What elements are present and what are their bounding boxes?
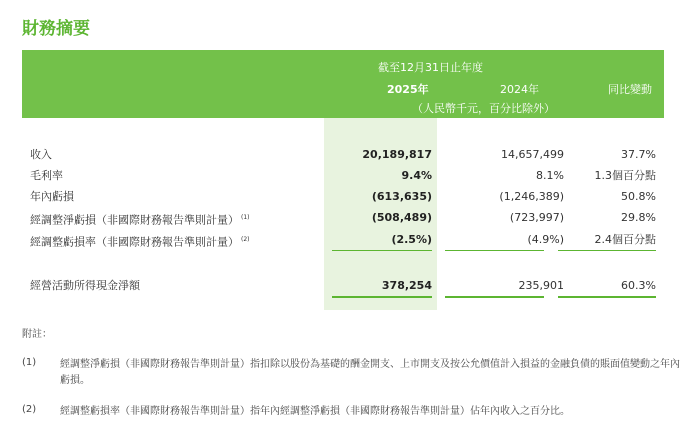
row-label: 收入 [30, 148, 52, 161]
footnote-marker: (1) [241, 214, 250, 221]
footnote-text: 經調整虧損率（非國際財務報告準則計量）指年內經調整淨虧損（非國際財務報告準則計量）佔年內收入之百分比。 [60, 406, 570, 417]
yoy-header: 同比變動 [608, 83, 652, 96]
year-current-header: 2025年 [387, 83, 429, 96]
table-row [22, 276, 664, 296]
value-2024: (4.9%) [527, 233, 564, 246]
row-label: 經營活動所得現金淨額 [30, 279, 140, 292]
value-2024: (1,246,389) [499, 190, 564, 203]
value-yoy: 1.3個百分點 [594, 169, 656, 182]
period-label: 截至12月31日止年度 [378, 61, 483, 74]
footnote-number: (2) [22, 404, 37, 415]
row-label [30, 230, 250, 253]
notes-heading: 附註： [22, 329, 52, 340]
unit-label: （人民幣千元，百分比除外） [412, 102, 555, 115]
value-2024: 14,657,499 [501, 148, 564, 161]
value-2025: 20,189,817 [362, 148, 432, 161]
double-underline-2025 [332, 296, 432, 298]
page-title: 財務摘要 [22, 19, 90, 39]
double-underline-yoy [558, 296, 656, 298]
value-2024: 8.1% [536, 169, 564, 182]
value-yoy: 29.8% [621, 211, 656, 224]
row-label-text: 經調整虧損率（非國際財務報告準則計量） [30, 235, 239, 249]
value-yoy: 50.8% [621, 190, 656, 203]
table-row [22, 166, 664, 186]
table-row [22, 208, 664, 228]
value-2024: 235,901 [518, 279, 564, 292]
row-label: 年內虧損 [30, 190, 74, 203]
underline-2024 [445, 250, 544, 251]
row-label: 毛利率 [30, 169, 63, 182]
table-row [22, 230, 664, 250]
underline-yoy [558, 250, 656, 251]
value-2024: (723,997) [509, 211, 564, 224]
double-underline-2024 [445, 296, 544, 298]
footnote-text: 經調整淨虧損（非國際財務報告準則計量）指扣除以股份為基礎的酬金開支、上市開支及按公允價值計入損益的金融負債的賬面值變動之年內虧損。 [60, 359, 680, 386]
value-yoy: 2.4個百分點 [594, 233, 656, 246]
value-yoy: 60.3% [621, 279, 656, 292]
value-2025: 9.4% [401, 169, 432, 182]
footnote-number: (1) [22, 357, 37, 368]
value-yoy: 37.7% [621, 148, 656, 161]
footnote-marker: (2) [241, 236, 250, 243]
underline-2025 [332, 250, 432, 251]
value-2025: (2.5%) [391, 233, 432, 246]
row-label [30, 208, 250, 231]
value-2025: 378,254 [381, 279, 432, 292]
table-row [22, 187, 664, 207]
value-2025: (508,489) [371, 211, 432, 224]
year-prior-header: 2024年 [500, 83, 539, 96]
value-2025: (613,635) [371, 190, 432, 203]
table-row [22, 145, 664, 165]
row-label-text: 經調整淨虧損（非國際財務報告準則計量） [30, 213, 239, 227]
table-header [22, 50, 664, 118]
